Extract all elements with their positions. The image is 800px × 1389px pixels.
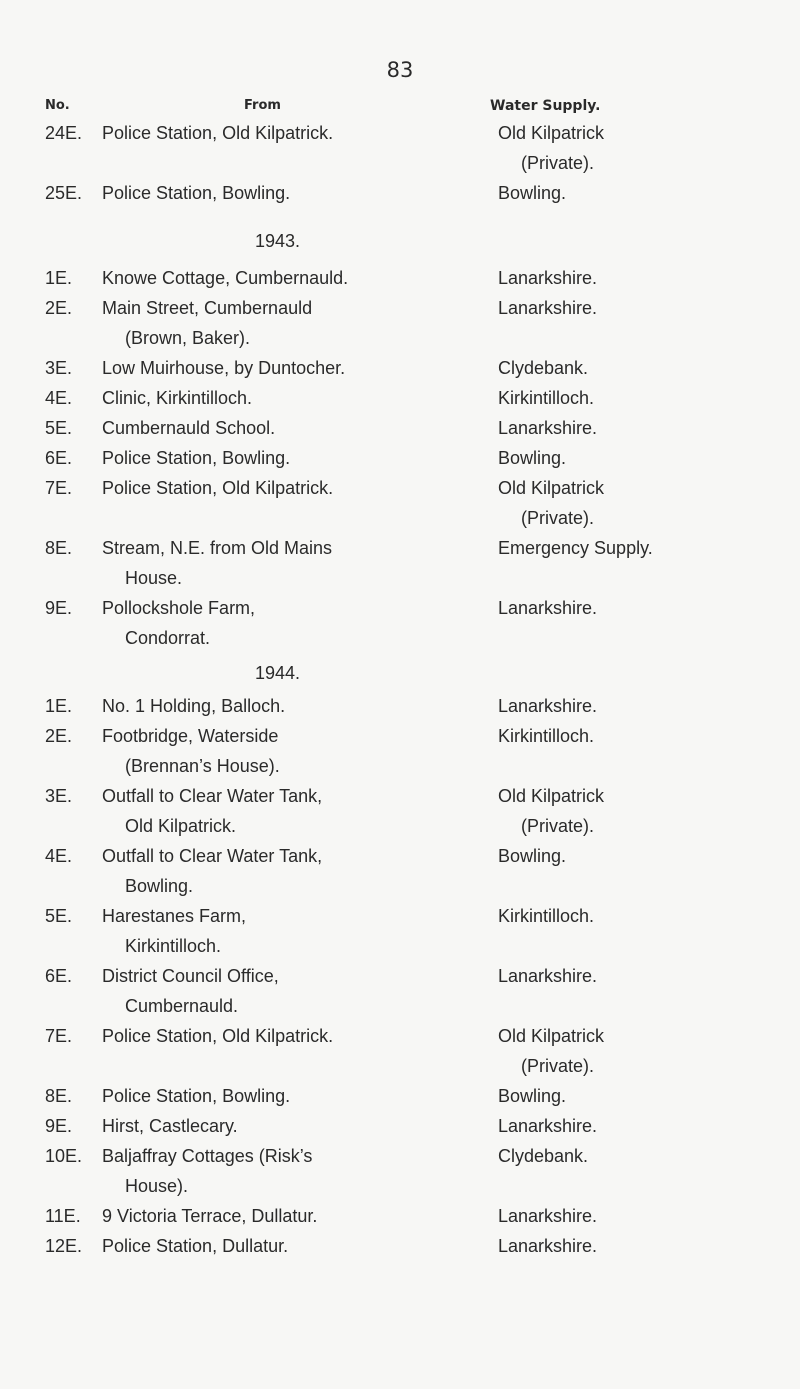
water-supply-line: Bowling. bbox=[498, 846, 567, 866]
entry-location bbox=[102, 533, 482, 593]
table-row bbox=[0, 443, 800, 473]
entry-number: 1E. bbox=[45, 696, 73, 716]
entry-number: 12E. bbox=[45, 1236, 83, 1256]
header-from: From bbox=[244, 98, 281, 113]
header-no: No. bbox=[45, 98, 70, 113]
entry-number: 9E. bbox=[45, 598, 73, 618]
entry-number: 6E. bbox=[45, 966, 73, 986]
table-row bbox=[0, 1141, 800, 1201]
location-line: Clinic, Kirkintilloch. bbox=[102, 388, 253, 408]
location-line: Harestanes Farm, bbox=[102, 906, 247, 926]
table-row bbox=[0, 263, 800, 293]
table-row bbox=[0, 691, 800, 721]
year-label: 1944. bbox=[255, 663, 301, 683]
entry-water-supply bbox=[498, 473, 798, 533]
table-row bbox=[0, 721, 800, 781]
entry-number: 3E. bbox=[45, 786, 73, 806]
location-line: Outfall to Clear Water Tank, bbox=[102, 846, 323, 866]
entry-number: 9E. bbox=[45, 1116, 73, 1136]
table-row bbox=[0, 178, 800, 208]
table-row bbox=[0, 118, 800, 178]
water-supply-line: Bowling. bbox=[498, 183, 567, 203]
water-supply-line: Bowling. bbox=[498, 448, 567, 468]
entry-location bbox=[102, 841, 482, 901]
table-row bbox=[0, 901, 800, 961]
location-line: Police Station, Old Kilpatrick. bbox=[102, 1026, 334, 1046]
location-line: Kirkintilloch. bbox=[125, 936, 222, 956]
entry-number: 2E. bbox=[45, 726, 73, 746]
entry-location bbox=[102, 118, 482, 148]
location-line: Police Station, Old Kilpatrick. bbox=[102, 123, 334, 143]
location-line: House. bbox=[125, 568, 183, 588]
entry-water-supply bbox=[498, 533, 798, 563]
entry-location bbox=[102, 721, 482, 781]
year-label: 1943. bbox=[255, 231, 301, 251]
entry-water-supply bbox=[498, 691, 798, 721]
water-supply-line: Lanarkshire. bbox=[498, 268, 598, 288]
location-line: (Brennan’s House). bbox=[125, 756, 280, 776]
entry-number: 24E. bbox=[45, 123, 83, 143]
entry-water-supply bbox=[498, 593, 798, 623]
location-line: Footbridge, Waterside bbox=[102, 726, 279, 746]
location-line: Main Street, Cumbernauld bbox=[102, 298, 313, 318]
table-row bbox=[0, 841, 800, 901]
water-supply-line: Kirkintilloch. bbox=[498, 388, 595, 408]
water-supply-line: Lanarkshire. bbox=[498, 966, 598, 986]
location-line: District Council Office, bbox=[102, 966, 279, 986]
year-heading bbox=[0, 208, 800, 263]
water-supply-line: Lanarkshire. bbox=[498, 298, 598, 318]
table-row bbox=[0, 1081, 800, 1111]
table-row bbox=[0, 781, 800, 841]
entry-location bbox=[102, 1111, 482, 1141]
entry-location bbox=[102, 593, 482, 653]
water-supply-line: (Private). bbox=[521, 508, 595, 528]
table-row bbox=[0, 383, 800, 413]
year-heading bbox=[0, 653, 800, 691]
header-water-supply: Water Supply. bbox=[490, 98, 601, 114]
water-supply-line: Lanarkshire. bbox=[498, 1116, 598, 1136]
entry-location bbox=[102, 1231, 482, 1261]
table-row bbox=[0, 1111, 800, 1141]
entry-location bbox=[102, 781, 482, 841]
location-line: Police Station, Dullatur. bbox=[102, 1236, 289, 1256]
entry-number: 2E. bbox=[45, 298, 73, 318]
entry-location bbox=[102, 473, 482, 503]
entry-number: 5E. bbox=[45, 418, 73, 438]
location-line: Police Station, Bowling. bbox=[102, 183, 291, 203]
water-supply-line: Emergency Supply. bbox=[498, 538, 653, 558]
water-supply-line: Clydebank. bbox=[498, 358, 589, 378]
entry-water-supply bbox=[498, 1201, 798, 1231]
location-line: Condorrat. bbox=[125, 628, 211, 648]
entry-location bbox=[102, 413, 482, 443]
entry-number: 11E. bbox=[45, 1206, 81, 1226]
entry-water-supply bbox=[498, 721, 798, 751]
entry-location bbox=[102, 178, 482, 208]
entry-location bbox=[102, 263, 482, 293]
location-line: Police Station, Old Kilpatrick. bbox=[102, 478, 334, 498]
entry-location bbox=[102, 691, 482, 721]
location-line: House). bbox=[125, 1176, 189, 1196]
entry-location bbox=[102, 353, 482, 383]
entry-number: 7E. bbox=[45, 478, 73, 498]
entry-number: 8E. bbox=[45, 538, 73, 558]
entry-location bbox=[102, 901, 482, 961]
entry-water-supply bbox=[498, 1111, 798, 1141]
entry-location bbox=[102, 1021, 482, 1051]
entry-number: 3E. bbox=[45, 358, 73, 378]
location-line: (Brown, Baker). bbox=[125, 328, 251, 348]
entry-water-supply bbox=[498, 1021, 798, 1081]
entry-location bbox=[102, 1141, 482, 1201]
table-row bbox=[0, 413, 800, 443]
table-row bbox=[0, 293, 800, 353]
entry-water-supply bbox=[498, 383, 798, 413]
table-row bbox=[0, 593, 800, 653]
entry-water-supply bbox=[498, 293, 798, 323]
entry-water-supply bbox=[498, 781, 798, 841]
location-line: Bowling. bbox=[125, 876, 194, 896]
entry-water-supply bbox=[498, 263, 798, 293]
water-supply-line: Lanarkshire. bbox=[498, 598, 598, 618]
entry-water-supply bbox=[498, 118, 798, 178]
entry-water-supply bbox=[498, 901, 798, 931]
water-supply-line: (Private). bbox=[521, 816, 595, 836]
water-supply-line: Old Kilpatrick bbox=[498, 786, 605, 806]
water-supply-line: Old Kilpatrick bbox=[498, 478, 605, 498]
entry-number: 25E. bbox=[45, 183, 83, 203]
water-supply-line: Lanarkshire. bbox=[498, 696, 598, 716]
table-row bbox=[0, 533, 800, 593]
water-supply-line: (Private). bbox=[521, 153, 595, 173]
water-supply-line: Old Kilpatrick bbox=[498, 1026, 605, 1046]
page-number: 83 bbox=[386, 58, 414, 82]
entry-location bbox=[102, 1201, 482, 1231]
entry-location bbox=[102, 383, 482, 413]
location-line: Hirst, Castlecary. bbox=[102, 1116, 238, 1136]
water-supply-line: Kirkintilloch. bbox=[498, 726, 595, 746]
location-line: Police Station, Bowling. bbox=[102, 448, 291, 468]
entry-water-supply bbox=[498, 413, 798, 443]
entry-location bbox=[102, 443, 482, 473]
location-line: Knowe Cottage, Cumbernauld. bbox=[102, 268, 349, 288]
table-row bbox=[0, 1201, 800, 1231]
location-line: Cumbernauld School. bbox=[102, 418, 276, 438]
entry-water-supply bbox=[498, 443, 798, 473]
location-line: Pollockshole Farm, bbox=[102, 598, 256, 618]
entry-water-supply bbox=[498, 178, 798, 208]
water-supply-line: Kirkintilloch. bbox=[498, 906, 595, 926]
water-supply-line: Clydebank. bbox=[498, 1146, 589, 1166]
entry-water-supply bbox=[498, 961, 798, 991]
register-table bbox=[0, 118, 800, 1261]
water-supply-line: Old Kilpatrick bbox=[498, 123, 605, 143]
location-line: Baljaffray Cottages (Risk’s bbox=[102, 1146, 313, 1166]
entry-water-supply bbox=[498, 841, 798, 871]
entry-location bbox=[102, 961, 482, 1021]
location-line: No. 1 Holding, Balloch. bbox=[102, 696, 286, 716]
location-line: Outfall to Clear Water Tank, bbox=[102, 786, 323, 806]
entry-water-supply bbox=[498, 1231, 798, 1261]
water-supply-line: Lanarkshire. bbox=[498, 1206, 598, 1226]
water-supply-line: (Private). bbox=[521, 1056, 595, 1076]
water-supply-line: Lanarkshire. bbox=[498, 418, 598, 438]
table-row bbox=[0, 961, 800, 1021]
location-line: Police Station, Bowling. bbox=[102, 1086, 291, 1106]
entry-water-supply bbox=[498, 353, 798, 383]
entry-number: 4E. bbox=[45, 388, 73, 408]
table-row bbox=[0, 473, 800, 533]
location-line: Cumbernauld. bbox=[125, 996, 239, 1016]
entry-number: 7E. bbox=[45, 1026, 73, 1046]
water-supply-line: Lanarkshire. bbox=[498, 1236, 598, 1256]
location-line: Stream, N.E. from Old Mains bbox=[102, 538, 333, 558]
entry-number: 10E. bbox=[45, 1146, 83, 1166]
location-line: Low Muirhouse, by Duntocher. bbox=[102, 358, 346, 378]
table-row bbox=[0, 353, 800, 383]
entry-water-supply bbox=[498, 1141, 798, 1171]
entry-water-supply bbox=[498, 1081, 798, 1111]
entry-number: 5E. bbox=[45, 906, 73, 926]
table-row bbox=[0, 1021, 800, 1081]
entry-number: 8E. bbox=[45, 1086, 73, 1106]
water-supply-line: Bowling. bbox=[498, 1086, 567, 1106]
entry-number: 4E. bbox=[45, 846, 73, 866]
location-line: Old Kilpatrick. bbox=[125, 816, 237, 836]
location-line: 9 Victoria Terrace, Dullatur. bbox=[102, 1206, 318, 1226]
entry-location bbox=[102, 293, 482, 353]
table-row bbox=[0, 1231, 800, 1261]
entry-location bbox=[102, 1081, 482, 1111]
entry-number: 1E. bbox=[45, 268, 73, 288]
entry-number: 6E. bbox=[45, 448, 73, 468]
